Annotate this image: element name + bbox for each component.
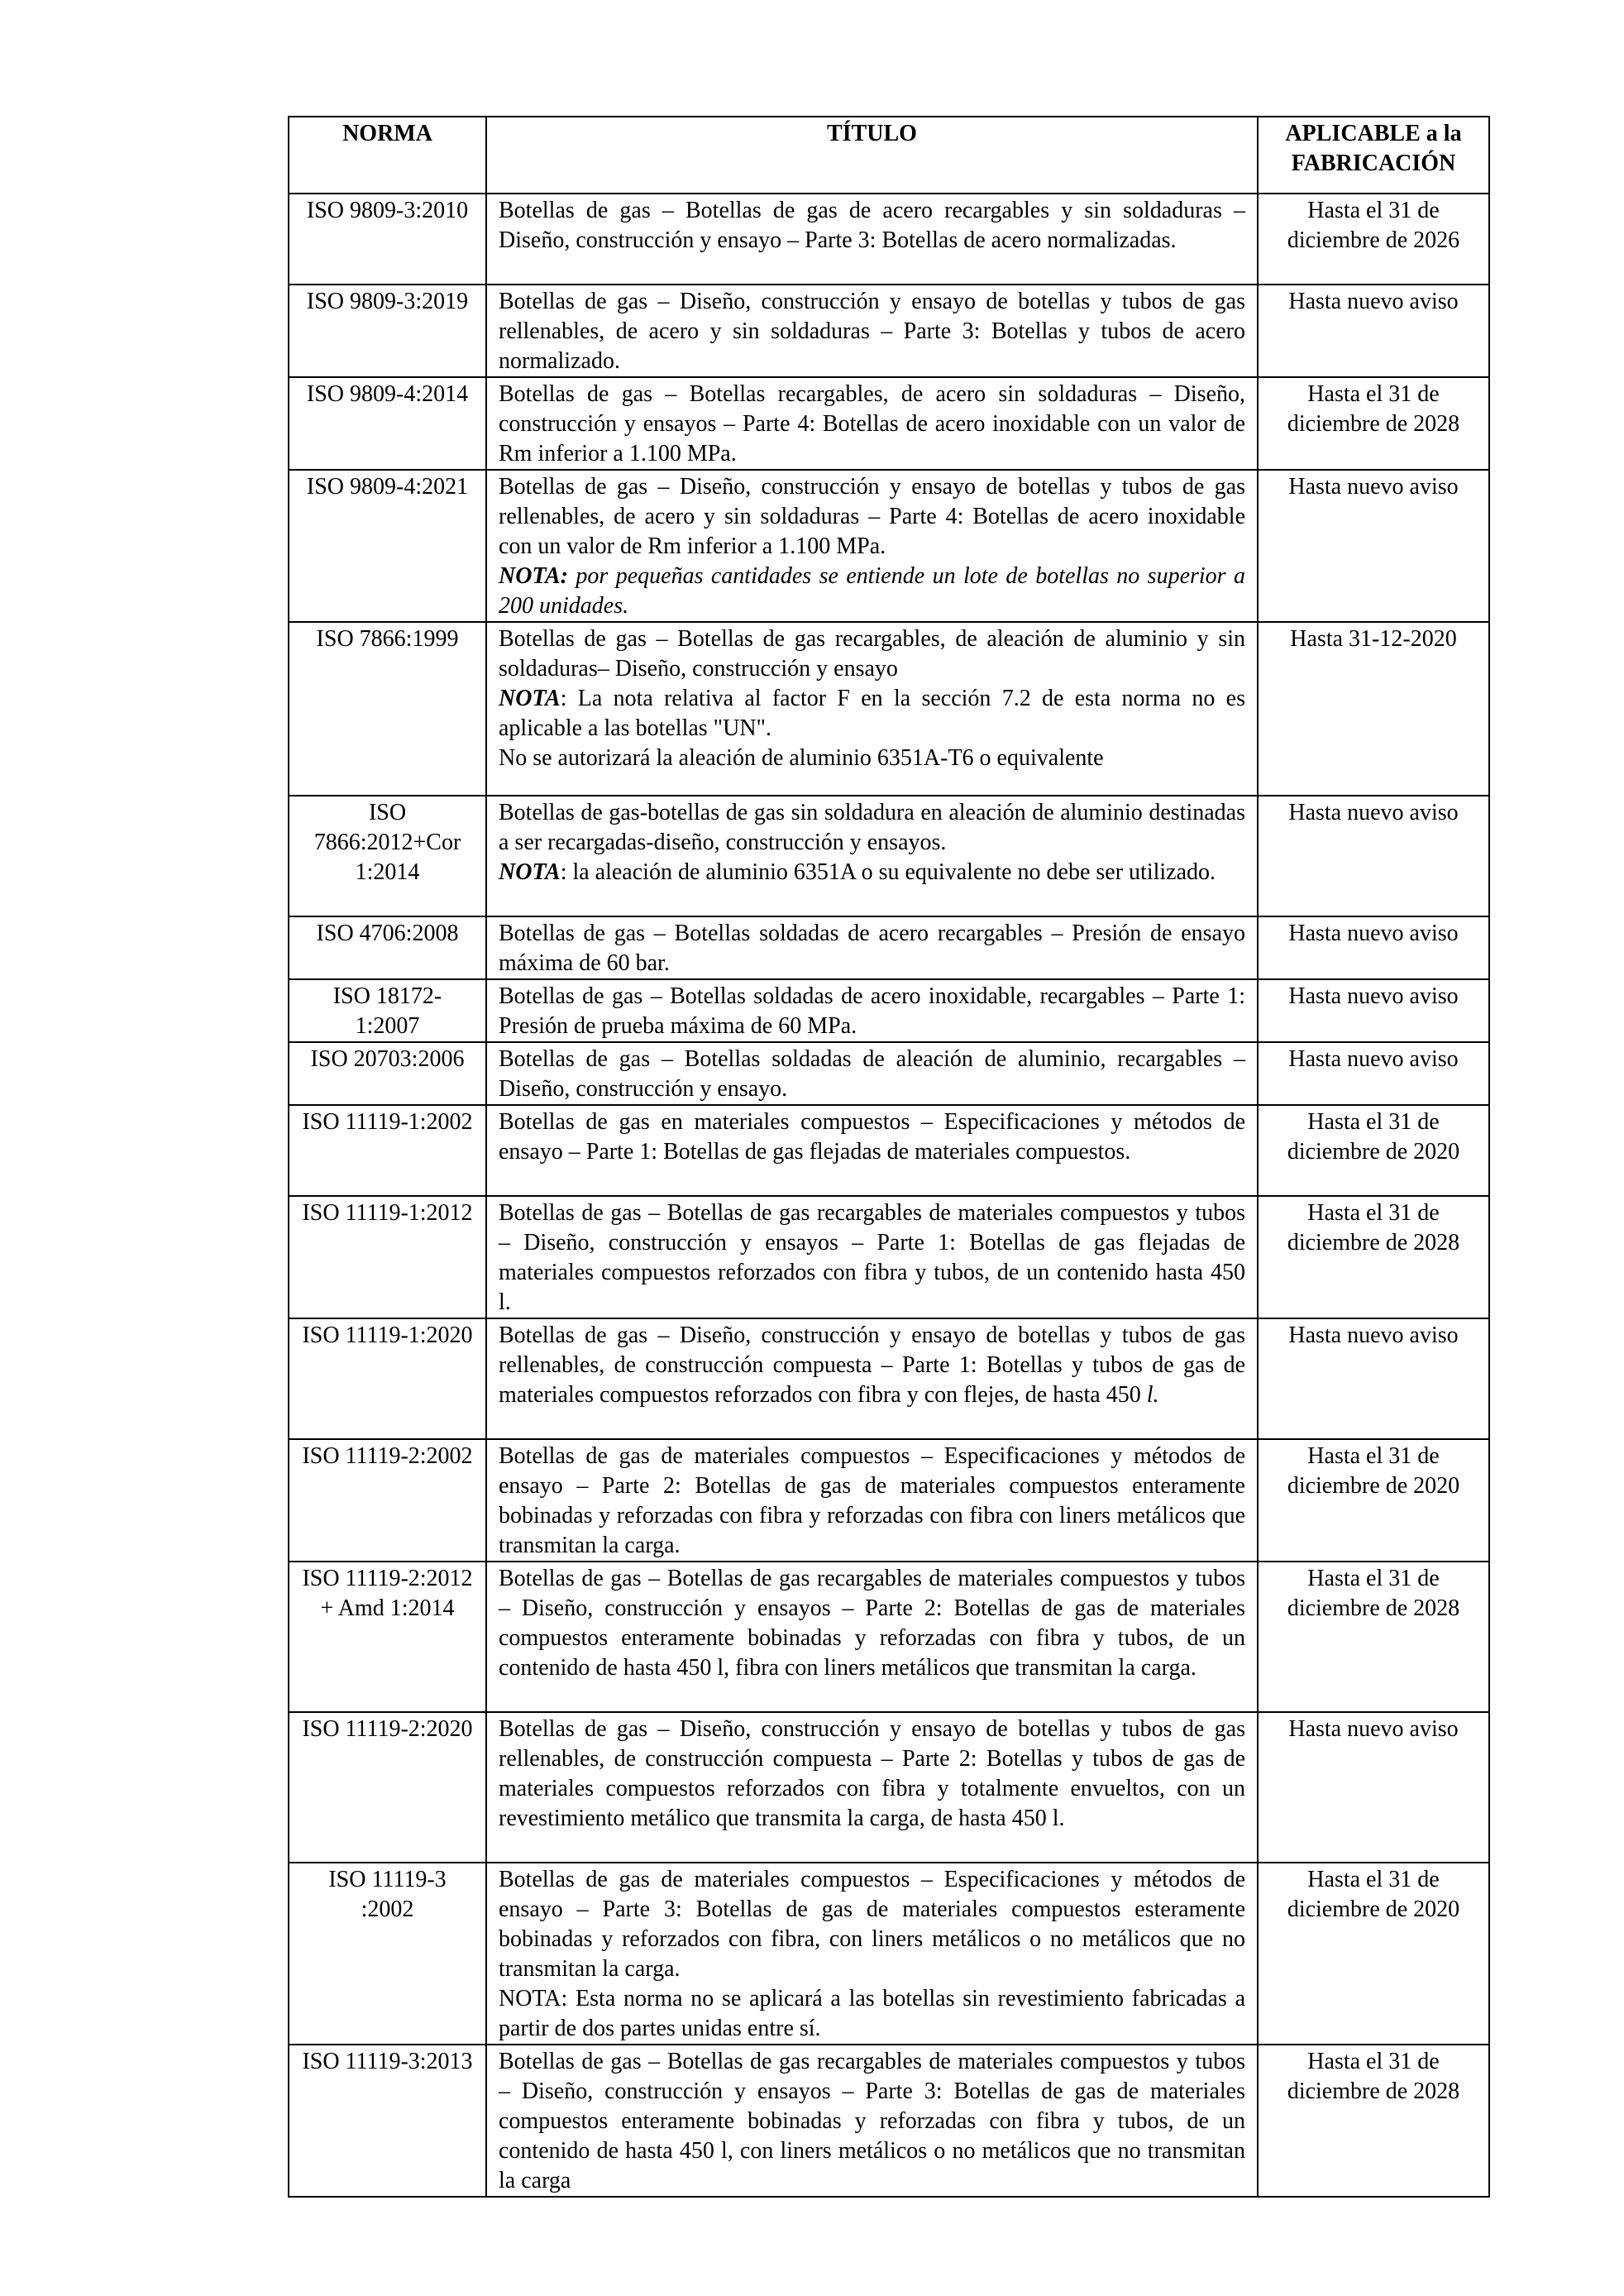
norma-cell: ISO 11119-2:2012 + Amd 1:2014	[289, 1562, 486, 1712]
table-row	[289, 1318, 1489, 1439]
titulo-cell: Botellas de gas en materiales compuestos – Especificaciones y métodos de ensayo – Parte 1: Botellas de gas flejadas de materiales compuestos.	[486, 1105, 1258, 1196]
nota-label: NOTA	[499, 859, 561, 885]
titulo-cell	[486, 796, 1258, 916]
table-row	[289, 796, 1489, 916]
table-row	[289, 1196, 1489, 1318]
nota-label: NOTA	[499, 686, 561, 711]
norma-cell: ISO 20703:2006	[289, 1042, 486, 1105]
aplicable-cell: Hasta el 31 de diciembre de 2028	[1258, 2045, 1489, 2197]
aplicable-cell: Hasta el 31 de diciembre de 2020	[1258, 1105, 1489, 1196]
nota-text: : La nota relativa al factor F en la sección 7.2 de esta norma no es aplicable a las botellas "UN".	[499, 686, 1245, 741]
norma-cell: ISO 18172-1:2007	[289, 979, 486, 1042]
norma-cell: ISO 11119-3:2013	[289, 2045, 486, 2197]
norma-cell: ISO 11119-2:2002	[289, 1439, 486, 1562]
table-row	[289, 979, 1489, 1042]
header-aplicable: APLICABLE a la FABRICACIÓN	[1258, 117, 1489, 194]
norma-cell: ISO 11119-1:2020	[289, 1318, 486, 1439]
titulo-text: Botellas de gas – Diseño, construcción y ensayo de botellas y tubos de gas rellenables, de construcción compuesta – Parte 1: Botellas y tubos de gas de materiales compuestos reforzados con fibra y con flejes, de hasta 450	[499, 1323, 1245, 1408]
titulo-text: Botellas de gas-botellas de gas sin soldadura en aleación de aluminio destinadas a ser recargadas-diseño, construcción y ensayos.	[499, 800, 1245, 855]
titulo-cell: Botellas de gas – Botellas recargables, de acero sin soldaduras – Diseño, construcción y ensayos – Parte 4: Botellas de acero inoxidable con un valor de Rm inferior a 1.100 MPa.	[486, 377, 1258, 470]
extra-text: No se autorizará la aleación de aluminio 6351A-T6 o equivalente	[499, 745, 1104, 771]
table-row	[289, 470, 1489, 622]
header-norma: NORMA	[289, 117, 486, 194]
aplicable-cell: Hasta nuevo aviso	[1258, 1042, 1489, 1105]
nota-line	[499, 858, 1245, 887]
table-header-row	[289, 117, 1489, 194]
titulo-cell	[486, 1318, 1258, 1439]
table-row	[289, 1042, 1489, 1105]
table-row	[289, 377, 1489, 470]
titulo-cell: Botellas de gas – Diseño, construcción y ensayo de botellas y tubos de gas rellenables, de construcción compuesta – Parte 2: Botellas y tubos de gas de materiales compuestos reforzados con fibra y totalmente envueltos, con un revestimiento metálico que transmita la carga, de hasta 450 l.	[486, 1712, 1258, 1863]
table-row	[289, 916, 1489, 979]
norma-cell: ISO 11119-3 :2002	[289, 1863, 486, 2045]
titulo-cell: Botellas de gas – Botellas de gas recargables de materiales compuestos y tubos – Diseño, construcción y ensayos – Parte 2: Botellas de gas de materiales compuestos enteramente bobinadas y reforzadas con fibra y tubos, de un contenido de hasta 450 l, fibra con liners metálicos que transmitan la carga.	[486, 1562, 1258, 1712]
aplicable-cell: Hasta nuevo aviso	[1258, 979, 1489, 1042]
titulo-cell: Botellas de gas – Botellas soldadas de acero inoxidable, recargables – Parte 1: Presión de prueba máxima de 60 MPa.	[486, 979, 1258, 1042]
table-row	[289, 285, 1489, 377]
extra-text: NOTA: Esta norma no se aplicará a las botellas sin revestimiento fabricadas a partir de dos partes unidas entre sí.	[499, 1986, 1245, 2041]
norma-cell: ISO 7866:1999	[289, 622, 486, 796]
aplicable-cell: Hasta nuevo aviso	[1258, 470, 1489, 622]
table-row	[289, 622, 1489, 796]
norma-cell: ISO 11119-2:2020	[289, 1712, 486, 1863]
titulo-text: Botellas de gas – Botellas de gas recargables, de aleación de aluminio y sin soldaduras– Diseño, construcción y ensayo	[499, 626, 1245, 682]
norma-cell: ISO 11119-1:2002	[289, 1105, 486, 1196]
norma-cell: ISO 9809-4:2014	[289, 377, 486, 470]
nota-label: NOTA:	[499, 563, 568, 589]
table-row	[289, 1712, 1489, 1863]
titulo-cell: Botellas de gas – Diseño, construcción y ensayo de botellas y tubos de gas rellenables, de acero y sin soldaduras – Parte 3: Botellas y tubos de acero normalizado.	[486, 285, 1258, 377]
aplicable-cell: Hasta el 31 de diciembre de 2028	[1258, 1196, 1489, 1318]
titulo-cell: Botellas de gas – Botellas soldadas de acero recargables – Presión de ensayo máxima de 60 bar.	[486, 916, 1258, 979]
aplicable-cell: Hasta nuevo aviso	[1258, 1712, 1489, 1863]
aplicable-cell: Hasta el 31 de diciembre de 2028	[1258, 1562, 1489, 1712]
table-row	[289, 1105, 1489, 1196]
norma-cell: ISO 7866:2012+Cor 1:2014	[289, 796, 486, 916]
norma-cell: ISO 9809-3:2019	[289, 285, 486, 377]
titulo-italic-tail: l.	[1146, 1382, 1159, 1408]
aplicable-cell: Hasta el 31 de diciembre de 2028	[1258, 377, 1489, 470]
norma-cell: ISO 4706:2008	[289, 916, 486, 979]
titulo-cell: Botellas de gas – Botellas de gas de acero recargables y sin soldaduras – Diseño, construcción y ensayo – Parte 3: Botellas de acero normalizadas.	[486, 194, 1258, 285]
nota-line	[499, 562, 1245, 621]
header-titulo: TÍTULO	[486, 117, 1258, 194]
nota-text: por pequeñas cantidades se entiende un lote de botellas no superior a 200 unidades.	[499, 563, 1245, 619]
titulo-text: Botellas de gas de materiales compuestos – Especificaciones y métodos de ensayo – Parte 3: Botellas de gas de materiales compuestos esteramente bobinadas y reforzados con fibra, con liners metálicos o no metálicos que no transmitan la carga.	[499, 1867, 1245, 1982]
norma-cell: ISO 9809-4:2021	[289, 470, 486, 622]
titulo-cell	[486, 1863, 1258, 2045]
table-row	[289, 194, 1489, 285]
titulo-cell: Botellas de gas de materiales compuestos – Especificaciones y métodos de ensayo – Parte 2: Botellas de gas de materiales compuestos enteramente bobinadas y reforzadas con fibra y reforzadas con fibra con liners metálicos que transmitan la carga.	[486, 1439, 1258, 1562]
nota-text: : la aleación de aluminio 6351A o su equivalente no debe ser utilizado.	[560, 859, 1216, 885]
standards-table	[288, 116, 1490, 2198]
aplicable-cell: Hasta el 31 de diciembre de 2020	[1258, 1439, 1489, 1562]
titulo-cell	[486, 470, 1258, 622]
aplicable-cell: Hasta nuevo aviso	[1258, 285, 1489, 377]
norma-cell: ISO 9809-3:2010	[289, 194, 486, 285]
aplicable-cell: Hasta nuevo aviso	[1258, 916, 1489, 979]
table-row	[289, 1863, 1489, 2045]
nota-line	[499, 684, 1245, 744]
aplicable-cell: Hasta 31-12-2020	[1258, 622, 1489, 796]
aplicable-cell: Hasta nuevo aviso	[1258, 1318, 1489, 1439]
titulo-cell: Botellas de gas – Botellas soldadas de aleación de aluminio, recargables – Diseño, construcción y ensayo.	[486, 1042, 1258, 1105]
aplicable-cell: Hasta el 31 de diciembre de 2020	[1258, 1863, 1489, 2045]
table-row	[289, 1562, 1489, 1712]
table-row	[289, 2045, 1489, 2197]
titulo-cell: Botellas de gas – Botellas de gas recargables de materiales compuestos y tubos – Diseño, construcción y ensayos – Parte 1: Botellas de gas flejadas de materiales compuestos reforzados con fibra y tubos, de un contenido hasta 450 l.	[486, 1196, 1258, 1318]
norma-cell: ISO 11119-1:2012	[289, 1196, 486, 1318]
titulo-text: Botellas de gas – Diseño, construcción y ensayo de botellas y tubos de gas rellenables, de acero y sin soldaduras – Parte 4: Botellas de acero inoxidable con un valor de Rm inferior a 1.100 MPa.	[499, 474, 1245, 559]
table-row	[289, 1439, 1489, 1562]
titulo-cell: Botellas de gas – Botellas de gas recargables de materiales compuestos y tubos – Diseño, construcción y ensayos – Parte 3: Botellas de gas de materiales compuestos enteramente bobinadas y reforzadas con fibra y tubos, de un contenido de hasta 450 l, con liners metálicos o no metálicos que no transmitan la carga	[486, 2045, 1258, 2197]
aplicable-cell: Hasta nuevo aviso	[1258, 796, 1489, 916]
aplicable-cell: Hasta el 31 de diciembre de 2026	[1258, 194, 1489, 285]
titulo-cell	[486, 622, 1258, 796]
